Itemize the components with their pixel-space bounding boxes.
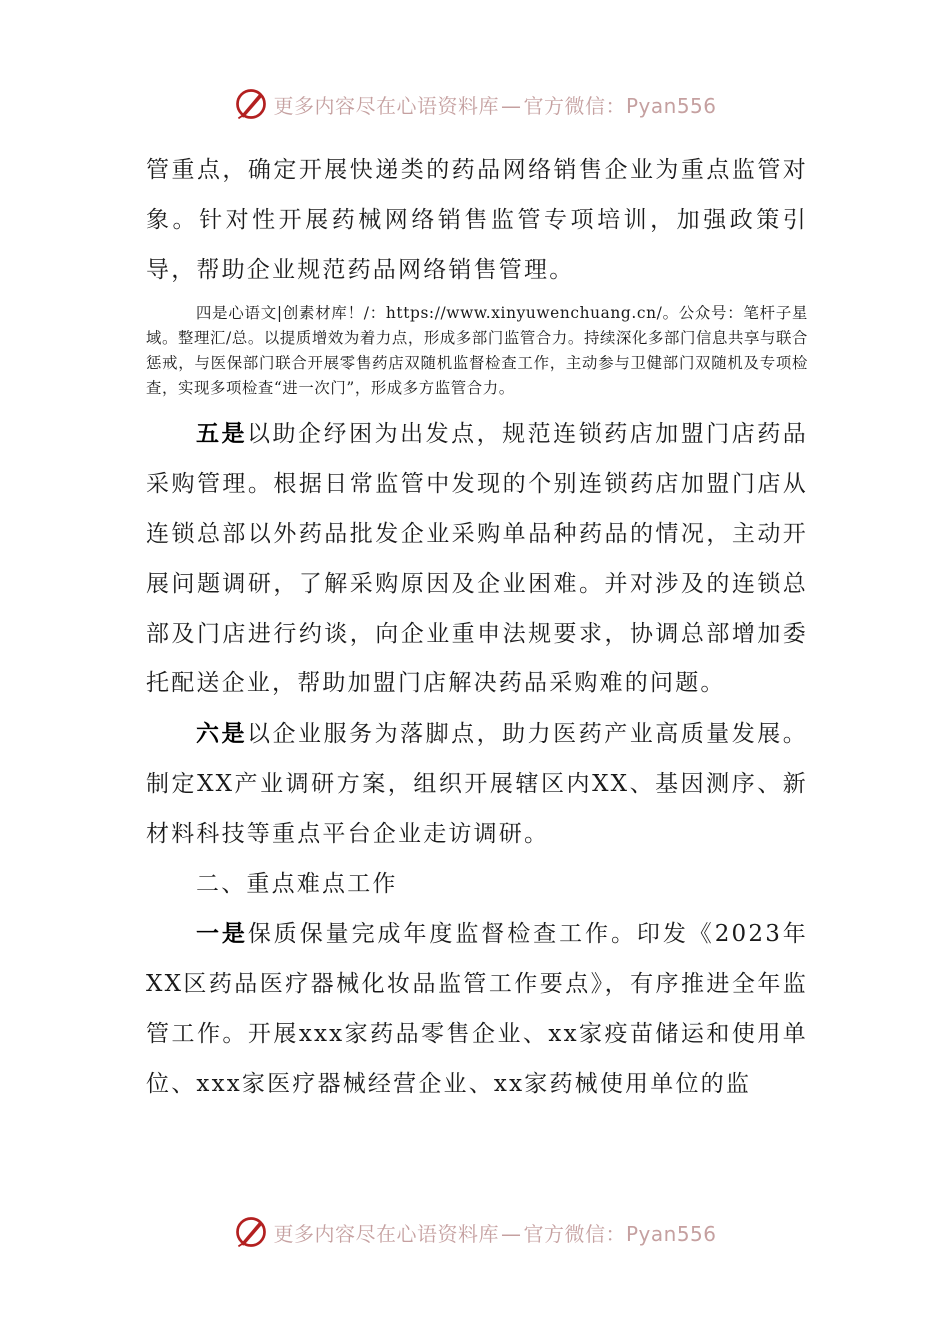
paragraph-4-text: 以企业服务为落脚点，助力医药产业高质量发展。制定XX产业调研方案，组织开展辖区内XX、基因测序、新材料科技等重点平台企业走访调研。 [146, 721, 808, 847]
paragraph-2-small: 四是心语文|创素材库！/：https://www.xinyuwenchuang.cn/。公众号：笔杆子星域。整理汇/总。以提质增效为着力点，形成多部门监管合力。持续深化多部门信息共享与联合惩戒，与医保部门联合开展零售药店双随机监督检查工作，主动参与卫健部门双随机及专项检查，实现多项检查“进一次门”，形成多方监管合力。 [146, 304, 808, 398]
footer-dash: — [500, 1221, 522, 1246]
header-dash: — [500, 93, 522, 118]
header-banner [0, 84, 950, 124]
footer-wechat-id: Pyan556 [625, 1221, 717, 1246]
paragraph-5 [146, 909, 808, 1109]
paragraph-3 [146, 409, 808, 709]
paragraph-5-text: 保质保量完成年度监督检查工作。印发《2023年XX区药品医疗器械化妆品监管工作要点》，有序推进全年监管工作。开展xxx家药品零售企业、xx家疫苗储运和使用单位、xxx家医疗器械经营企业、xx家药械使用单位的监 [146, 921, 808, 1097]
document-body [146, 146, 808, 1110]
quill-logo-icon [233, 86, 269, 122]
header-wechat-id: Pyan556 [625, 93, 717, 118]
header-banner-text [273, 90, 716, 119]
paragraph-3-text: 以助企纾困为出发点，规范连锁药店加盟门店药品采购管理。根据日常监管中发现的个别连锁药店加盟门店从连锁总部以外药品批发企业采购单品种药品的情况，主动开展问题调研，了解采购原因及企业困难。并对涉及的连锁总部及门店进行约谈，向企业重申法规要求，协调总部增加委托配送企业，帮助加盟门店解决药品采购难的问题。 [146, 421, 808, 697]
footer-banner-text [273, 1218, 716, 1247]
footer-wechat-label: 官方微信： [523, 1221, 626, 1246]
paragraph-4 [146, 709, 808, 859]
footer-banner [0, 1212, 950, 1252]
paragraph-1: 管重点，确定开展快递类的药品网络销售企业为重点监管对象。针对性开展药械网络销售监管专项培训，加强政策引导，帮助企业规范药品网络销售管理。 [146, 157, 808, 283]
paragraph-5-lead: 一是 [196, 920, 248, 948]
paragraph-3-lead: 五是 [196, 420, 248, 448]
footer-brand: 更多内容尽在心语资料库 [273, 1221, 499, 1246]
header-brand: 更多内容尽在心语资料库 [273, 93, 499, 118]
paragraph-4-lead: 六是 [196, 720, 248, 748]
section-heading: 二、重点难点工作 [196, 870, 398, 897]
header-wechat-label: 官方微信： [523, 93, 626, 118]
quill-logo-icon [233, 1214, 269, 1250]
